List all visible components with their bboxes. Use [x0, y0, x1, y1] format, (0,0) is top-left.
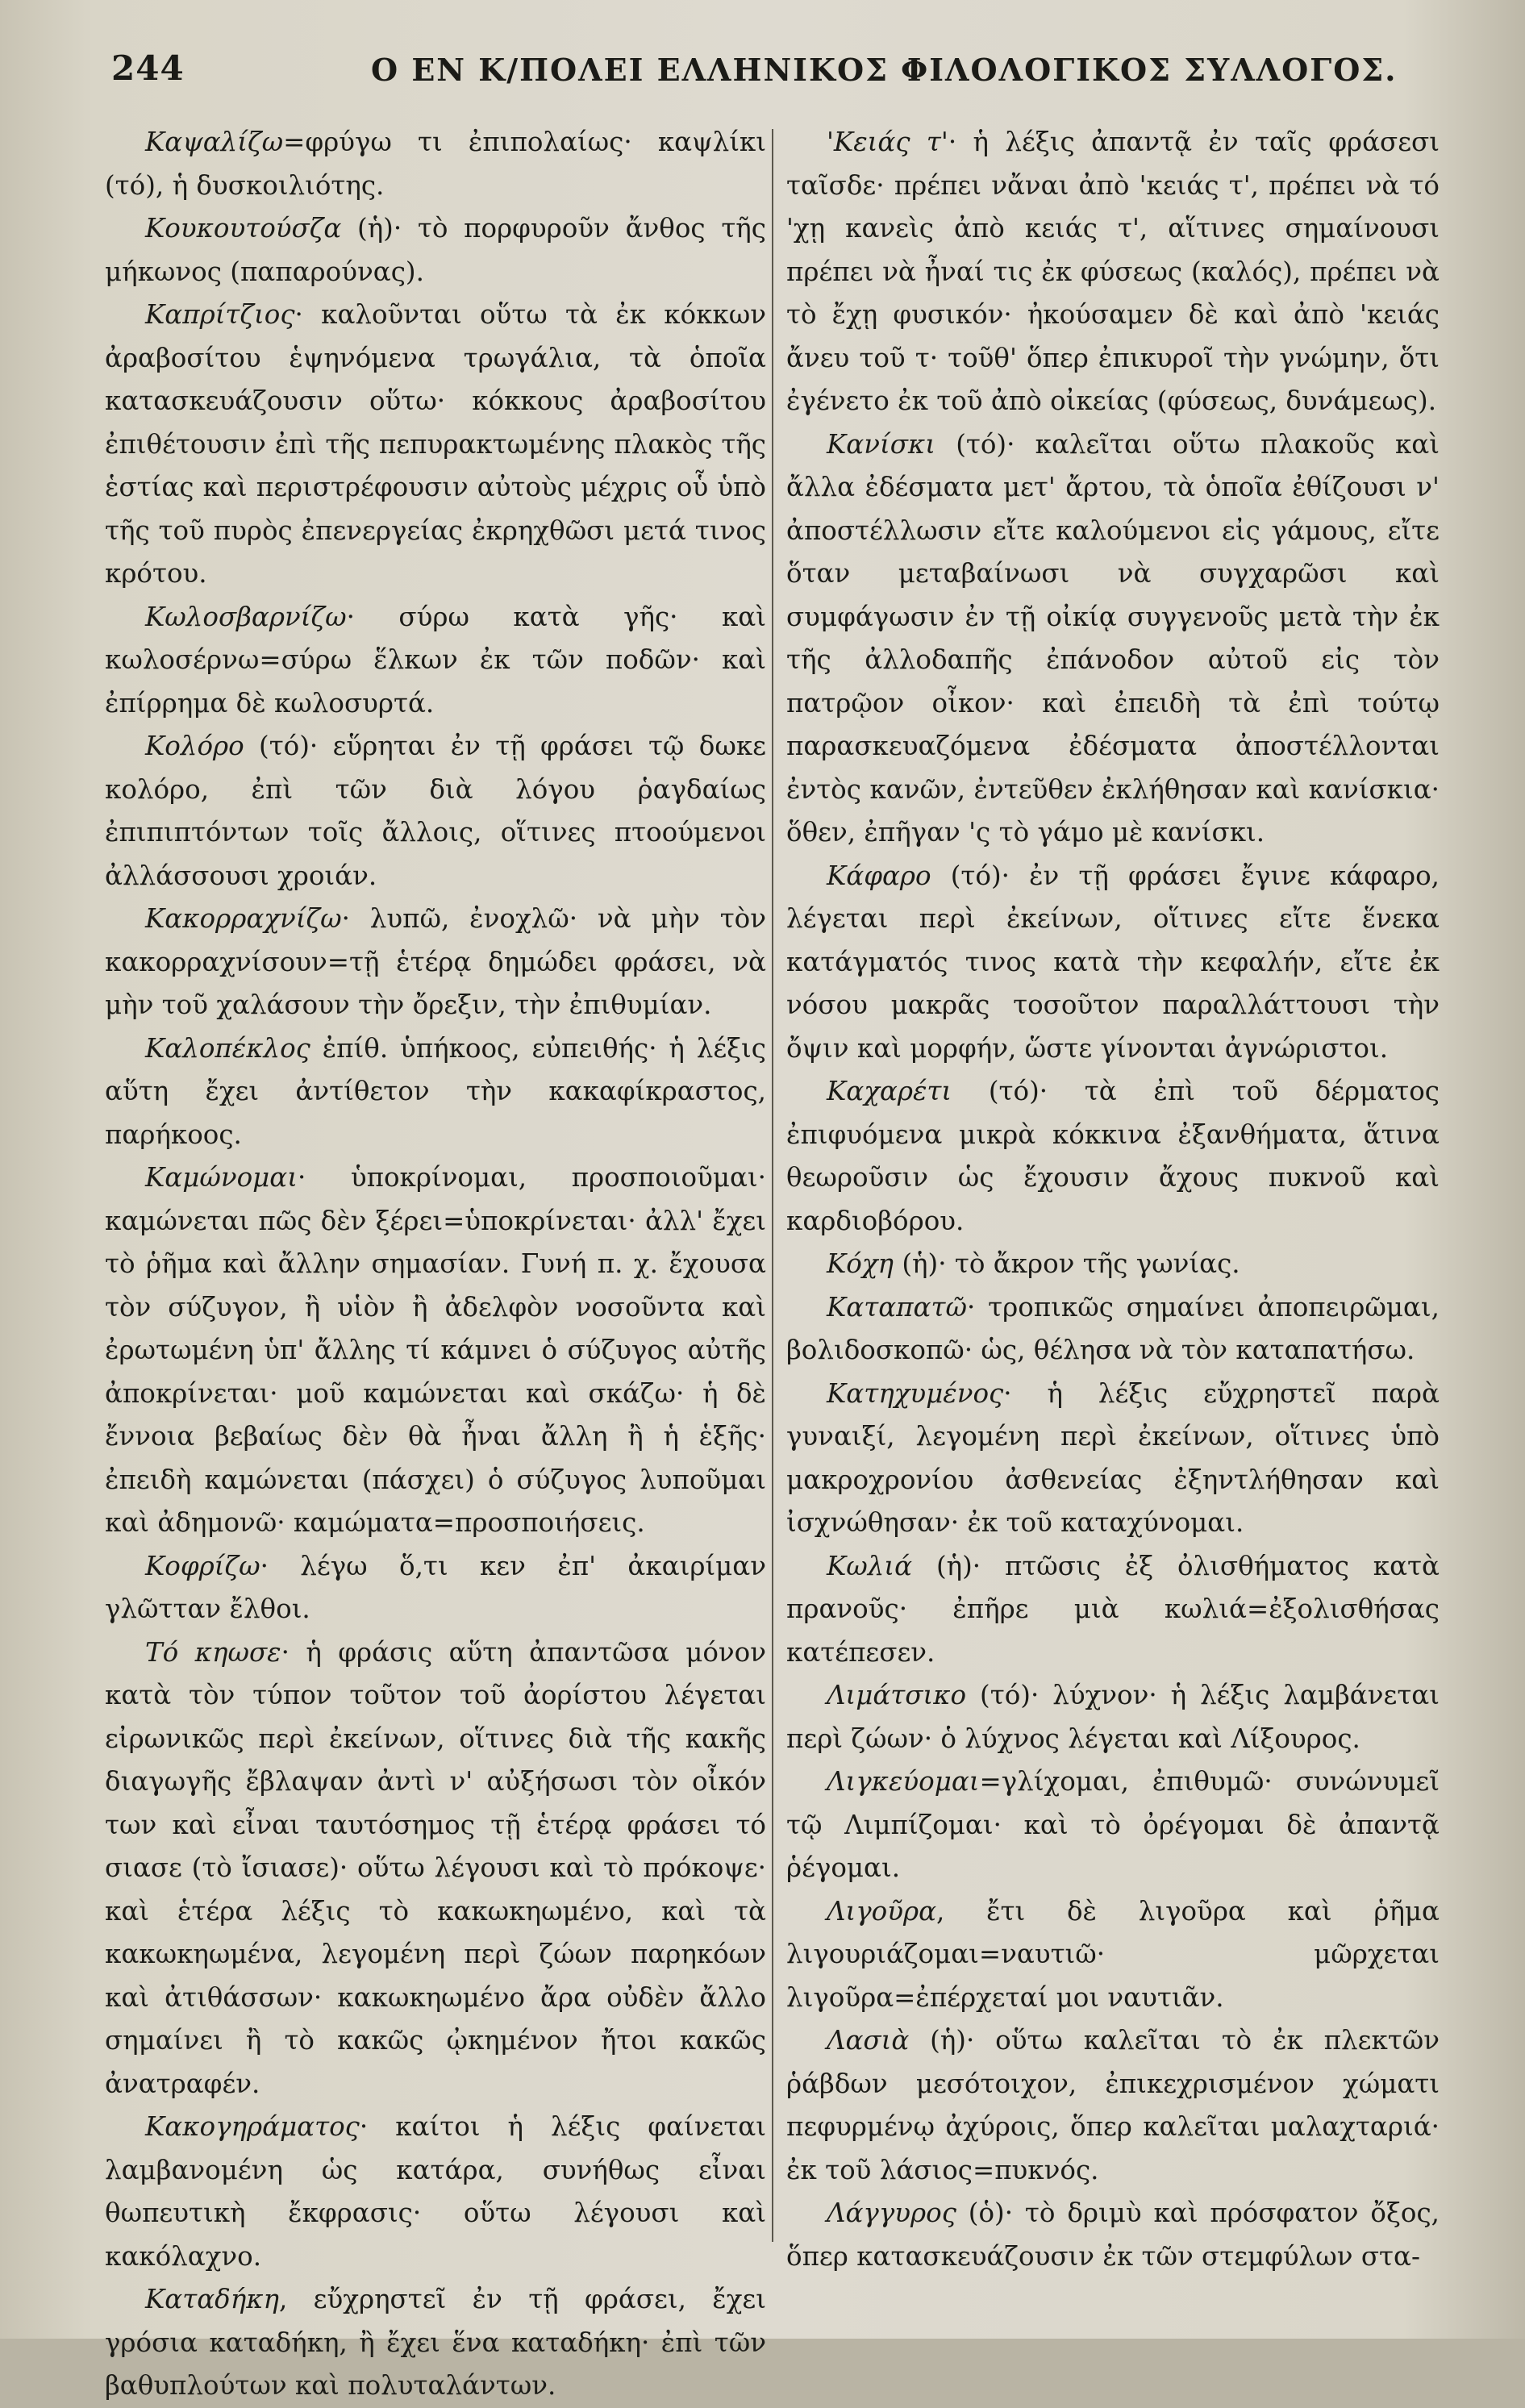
- entry-lemma: Τό κηωσε: [145, 1636, 281, 1668]
- entry-text: ἐπίθ. ὑπήκοος, εὐπειθής· ἡ λέξις αὕτη ἔχει ἀντίθετον τὴν κακαφίκραστος, παρήκοος.: [105, 1032, 766, 1150]
- dictionary-entry: [105, 1027, 766, 1157]
- entry-text: (τό)· ἐν τῇ φράσει ἔγινε κάφαρο, λέγεται περὶ ἐκείνων, οἵτινες εἴτε ἕνεκα κατάγματός τινος κατὰ τὴν κεφαλήν, εἴτε ἐκ νόσου μακρᾶς τοσοῦτον παραλλάττουσι τὴν ὄψιν καὶ μορφήν, ὥστε γίνονται ἀγνώριστοι.: [786, 860, 1440, 1064]
- entry-text: =γλίχομαι, ἐπιθυμῶ· συνώνυμεῖ τῷ Λιμπίζομαι· καὶ τὸ ὀρέγομαι δὲ ἀπαντᾷ ῥέγομαι.: [786, 1766, 1440, 1883]
- entry-lemma: Καπρίτζιος: [145, 299, 295, 330]
- entry-lemma: Κακορραχνίζω: [145, 903, 342, 934]
- dictionary-entry: [105, 725, 766, 898]
- entry-text: · καλοῦνται οὕτω τὰ ἐκ κόκκων ἀραβοσίτου ἑψηνόμενα τρωγάλια, τὰ ὁποῖα κατασκευάζουσιν οὕτω· κόκκους ἀραβοσίτου ἐπιθέτουσιν ἐπὶ τῆς πεπυρακτωμένης πλακὸς τῆς ἑστίας καὶ περιστρέφουσιν αὐτοὺς μέχρις οὗ ὑπὸ τῆς τοῦ πυρὸς ἐπενεργείας ἐκρηχθῶσι μετά τινος κρότου.: [105, 299, 766, 589]
- entry-lemma: Καταπατῶ: [827, 1291, 967, 1323]
- dictionary-entry: [105, 1545, 766, 1631]
- dictionary-entry: [786, 1890, 1440, 2020]
- left-column: [105, 121, 766, 2401]
- entry-lemma: 'Κειάς τ': [827, 127, 948, 157]
- dictionary-entry: [786, 1760, 1440, 1890]
- dictionary-entry: [105, 207, 766, 294]
- dictionary-entry: [786, 855, 1440, 1071]
- page-header: [105, 48, 1460, 105]
- entry-lemma: Κατηχυμένος: [827, 1377, 1004, 1409]
- entry-lemma: Κοφρίζω: [145, 1550, 260, 1581]
- entry-text: =φρύγω τι ἐπιπολαίως· καψλίκι (τό), ἡ δυσκοιλιότης.: [105, 127, 766, 201]
- entry-lemma: Καχαρέτι: [827, 1076, 952, 1106]
- entry-text: · ἡ φράσις αὕτη ἀπαντῶσα μόνον κατὰ τὸν τύπον τοῦτον τοῦ ἀορίστου λέγεται εἰρωνικῶς περὶ ἐκείνων, οἵτινες διὰ τῆς κακῆς διαγωγῆς ἔβλαψαν ἀντὶ ν' αὐξήσωσι τὸν οἶκόν των καὶ εἶναι ταυτόσημος τῇ ἑτέρᾳ φράσει τό σιασε (τὸ ἴσιασε)· οὕτω λέγουσι καὶ τὸ πρόκοψε· καὶ ἑτέρα λέξις τὸ κακωκηωμένο, καὶ τὰ κακωκηωμένα, λεγομένη περὶ ζώων παρηκόων καὶ ἀτιθάσσων· κακωκηωμένο ἄρα οὐδὲν ἄλλο σημαίνει ἢ τὸ κακῶς ᾠκημένον ἤτοι κακῶς ἀνατραφέν.: [105, 1636, 766, 2099]
- entry-text: (ἡ)· τὸ πορφυροῦν ἄνθος τῆς μήκωνος (παπαρούνας).: [105, 213, 766, 287]
- entry-text: · ὑποκρίνομαι, προσποιοῦμαι· καμώνεται πῶς δὲν ξέρει=ὑποκρίνεται· ἀλλ' ἔχει τὸ ῥῆμα καὶ ἄλλην σημασίαν. Γυνή π. χ. ἔχουσα τὸν σύζυγον, ἢ υἱὸν ἢ ἀδελφὸν νοσοῦντα καὶ ἐρωτωμένη ὑπ' ἄλλης τί κάμνει ὁ σύζυγος αὐτῆς ἀποκρίνεται· μοῦ καμώνεται καὶ σκάζω· ἡ δὲ ἔννοια βεβαίως δὲν θὰ ἦναι ἄλλη ἢ ἡ ἑξῆς· ἐπειδὴ καμώνεται (πάσχει) ὁ σύζυγος λυποῦμαι καὶ ἀδημονῶ· καμώματα=προσποιήσεις.: [105, 1162, 766, 1538]
- dictionary-entry: [786, 2019, 1440, 2192]
- dictionary-entry: [786, 1070, 1440, 1243]
- dictionary-entry: [786, 1674, 1440, 1760]
- dictionary-entry: [786, 2192, 1440, 2278]
- entry-lemma: Καταδήκη: [145, 2284, 279, 2314]
- dictionary-entry: [786, 1545, 1440, 1675]
- entry-text: (τό)· λύχνον· ἡ λέξις λαμβάνεται περὶ ζώων· ὁ λύχνος λέγεται καὶ Λίξουρος.: [786, 1680, 1440, 1754]
- dictionary-entry: [786, 121, 1440, 423]
- dictionary-entry: [105, 2106, 766, 2278]
- entry-lemma: Καψαλίζω: [145, 127, 284, 157]
- page-number: 244: [111, 48, 185, 88]
- running-title: Ο ΕΝ Κ/ΠΟΛΕΙ ΕΛΛΗΝΙΚΟΣ ΦΙΛΟΛΟΓΙΚΟΣ ΣΥΛΛΟΓΟΣ.: [371, 52, 1398, 88]
- entry-lemma: Κακογηράματος: [145, 2111, 360, 2142]
- dictionary-entry: [786, 1286, 1440, 1373]
- entry-text: · σύρω κατὰ γῆς· καὶ κωλοσέρνω=σύρω ἕλκων ἐκ τῶν ποδῶν· καὶ ἐπίρρημα δὲ κωλοσυρτά.: [105, 601, 766, 719]
- entry-text: · ἡ λέξις εὔχρηστεῖ παρὰ γυναιξί, λεγομένη περὶ ἐκείνων, οἵτινες ὑπὸ μακροχρονίου ἀσθενείας ἐξηντλήθησαν καὶ ἰσχνώθησαν· ἐκ τοῦ καταχύνομαι.: [786, 1377, 1440, 1538]
- column-divider: [772, 129, 773, 2242]
- entry-text: · καίτοι ἡ λέξις φαίνεται λαμβανομένη ὡς κατάρα, συνήθως εἶναι θωπευτικὴ ἔκφρασις· οὕτω λέγουσι καὶ κακόλαχνο.: [105, 2111, 766, 2272]
- dictionary-entry: [786, 1373, 1440, 1545]
- entry-text: (ἡ)· πτῶσις ἐξ ὀλισθήματος κατὰ πρανοῦς· ἐπῆρε μιὰ κωλιά=ἐξολισθήσας κατέπεσεν.: [786, 1550, 1440, 1668]
- entry-lemma: Κάφαρο: [827, 860, 931, 891]
- dictionary-entry: [105, 898, 766, 1027]
- entry-lemma: Λιμάτσικο: [827, 1680, 967, 1710]
- right-column: [786, 121, 1440, 2298]
- entry-lemma: Λασιὰ: [827, 2025, 910, 2056]
- entry-text: (ἡ)· οὕτω καλεῖται τὸ ἐκ πλεκτῶν ῥάβδων μεσότοιχον, ἐπικεχρισμένον χώματι πεφυρμένῳ ἀχύροις, ὅπερ καλεῖται μαλαχταριά· ἐκ τοῦ λάσιος=πυκνός.: [786, 2025, 1440, 2185]
- entry-lemma: Κόχη: [827, 1248, 894, 1279]
- entry-text: (τό)· καλεῖται οὕτω πλακοῦς καὶ ἄλλα ἐδέσματα μετ' ἄρτου, τὰ ὁποῖα ἐθίζουσι ν' ἀποστέλλωσιν εἴτε καλούμενοι εἰς γάμους, εἴτε ὅταν μεταβαίνωσι νὰ συγχαρῶσι καὶ συμφάγωσιν ἐν τῇ οἰκίᾳ συγγενοῦς μετὰ τὴν ἐκ τῆς ἀλλοδαπῆς ἐπάνοδον αὐτοῦ εἰς τὸν πατρῷον οἶκον· καὶ ἐπειδὴ τὰ ἐπὶ τούτῳ παρασκευαζόμενα ἐδέσματα ἀποστέλλονται ἐντὸς κανῶν, ἐντεῦθεν ἐκλήθησαν καὶ κανίσκια· ὅθεν, ἐπῆγαν 'ς τὸ γάμο μὲ κανίσκι.: [786, 428, 1440, 848]
- dictionary-entry: [105, 596, 766, 726]
- entry-text: (τό)· εὕρηται ἐν τῇ φράσει τῷ δωκε κολόρο, ἐπὶ τῶν διὰ λόγου ῥαγδαίως ἐπιπιπτόντων τοῖς ἄλλοις, οἵτινες πτοούμενοι ἀλλάσσουσι χροιάν.: [105, 731, 766, 891]
- entry-text: (ἡ)· τὸ ἄκρον τῆς γωνίας.: [902, 1248, 1240, 1279]
- entry-lemma: Καλοπέκλος: [145, 1032, 310, 1064]
- entry-text: · ἡ λέξις ἀπαντᾷ ἐν ταῖς φράσεσι ταῖσδε· πρέπει νἄναι ἀπὸ 'κειάς τ', πρέπει νὰ τό 'χῃ κανεὶς ἀπὸ κειάς τ', αἵτινες σημαίνουσι πρέπει νὰ ἦναί τις ἐκ φύσεως (καλός), πρέπει νὰ τὸ ἔχῃ φυσικόν· ἠκούσαμεν δὲ καὶ ἀπὸ 'κειάς ἄνευ τοῦ τ· τοῦθ' ὅπερ ἐπικυροῖ τὴν γνώμην, ὅτι ἐγένετο ἐκ τοῦ ἀπὸ οἰκείας (φύσεως, δυνάμεως).: [786, 127, 1440, 416]
- dictionary-entry: [786, 423, 1440, 855]
- entry-lemma: Κουκουτούσζα: [145, 213, 342, 244]
- entry-lemma: Κωλιά: [827, 1550, 913, 1581]
- dictionary-entry: [105, 1631, 766, 2106]
- entry-text: · τροπικῶς σημαίνει ἀποπειρῶμαι, βολιδοσκοπῶ· ὡς, θέλησα νὰ τὸν καταπατήσω.: [786, 1291, 1440, 1365]
- dictionary-entry: [105, 1156, 766, 1545]
- entry-lemma: Λιγοῦρα: [827, 1895, 937, 1927]
- dictionary-entry: [105, 121, 766, 207]
- entry-text: (ὁ)· τὸ δριμὺ καὶ πρόσφατον ὄξος, ὅπερ κατασκευάζουσιν ἐκ τῶν στεμφύλων στα-: [786, 2198, 1440, 2272]
- entry-text: (τό)· τὰ ἐπὶ τοῦ δέρματος ἐπιφυόμενα μικρὰ κόκκινα ἐξανθήματα, ἅτινα θεωροῦσιν ὡς ἔχουσιν ἄχους πυκνοῦ καὶ καρδιοβόρου.: [786, 1076, 1440, 1236]
- dictionary-entry: [105, 294, 766, 596]
- entry-lemma: Λιγκεύομαι: [827, 1766, 980, 1797]
- entry-lemma: Καμώνομαι: [145, 1162, 298, 1193]
- entry-text: · λέγω ὅ,τι κεν ἐπ' ἀκαιρίμαν γλῶτταν ἔλθοι.: [105, 1550, 766, 1624]
- entry-lemma: Κανίσκι: [827, 428, 935, 460]
- entry-text: , ἔτι δὲ λιγοῦρα καὶ ῥῆμα λιγουριάζομαι=ναυτιῶ· μῶρχεται λιγοῦρα=ἐπέρχεταί μοι ναυτιᾶν.: [786, 1895, 1440, 2013]
- dictionary-entry: [105, 2278, 766, 2408]
- entry-lemma: Λάγγυρος: [827, 2198, 956, 2228]
- entry-text: · λυπῶ, ἐνοχλῶ· νὰ μὴν τὸν κακορραχνίσουν=τῇ ἑτέρᾳ δημώδει φράσει, νὰ μὴν τοῦ χαλάσουν τὴν ὄρεξιν, τὴν ἐπιθυμίαν.: [105, 903, 766, 1020]
- entry-lemma: Κωλοσβαρνίζω: [145, 601, 347, 632]
- entry-lemma: Κολόρο: [145, 731, 244, 761]
- entry-text: , εὔχρηστεῖ ἐν τῇ φράσει, ἔχει γρόσια καταδήκη, ἢ ἔχει ἕνα καταδήκη· ἐπὶ τῶν βαθυπλούτων καὶ πολυταλάντων.: [105, 2284, 766, 2401]
- dictionary-entry: [786, 1243, 1440, 1286]
